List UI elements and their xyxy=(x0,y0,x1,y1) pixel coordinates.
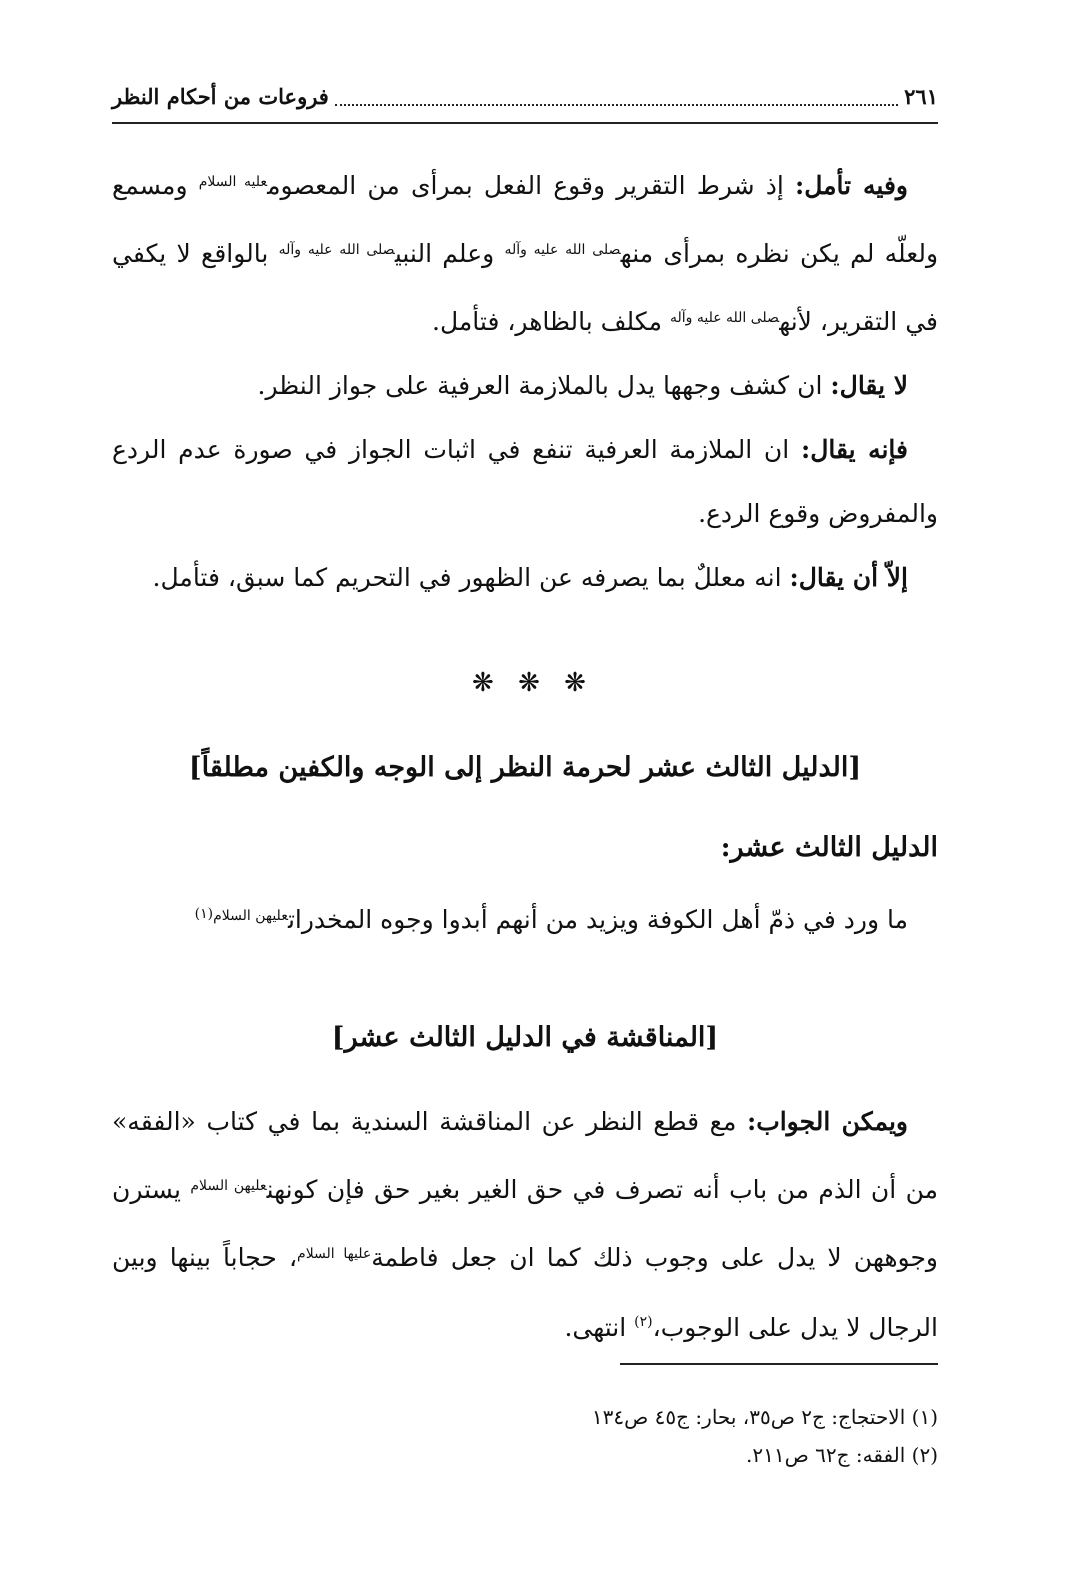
honorific-symbol: صلى الله عليه وآله xyxy=(504,242,621,258)
page-number: ٢٦١ xyxy=(904,84,938,109)
section-heading: [الدليل الثالث عشر لحرمة النظر إلى الوجه والكفين مطلقاً] xyxy=(188,752,862,783)
section-separator: ❋ ❋ ❋ xyxy=(472,668,594,698)
honorific-symbol: عليهن السلام xyxy=(190,1178,267,1194)
evidence-text: ما ورد في ذمّ أهل الكوفة ويزيد من أنهم أبدوا وجوه المخدرات$^{عليهن السلام(١)}$ xyxy=(194,905,908,934)
paragraph-lead: وفيه تأمل: xyxy=(794,171,908,200)
running-title: فروعات من أحكام النظر xyxy=(112,84,329,109)
page-header xyxy=(112,82,938,112)
honorific-symbol: عليهن السلام xyxy=(213,908,288,924)
footnote-ref: (١) xyxy=(194,906,214,922)
honorific-symbol: صلى الله عليه وآله xyxy=(669,310,780,326)
honorific-symbol: صلى الله عليه وآله xyxy=(278,242,395,258)
paragraph-exception: إلاّ أن يقال: انه معللٌ بما يصرفه عن الظهور في التحريم كما سبق، فتأمل. xyxy=(152,563,908,592)
footnote-ref: (٢) xyxy=(634,1314,653,1330)
honorific-symbol: عليها السلام xyxy=(297,1246,372,1262)
footnote-2: (٢) الفقه: ج٦٢ ص٢١١. xyxy=(746,1443,938,1467)
header-divider xyxy=(112,122,938,124)
paragraph-objection: لا يقال: ان كشف وجهها يدل بالملازمة العرفية على جواز النظر. xyxy=(257,371,908,400)
paragraph-lead: فإنه يقال: xyxy=(800,435,908,464)
paragraph-reflection: وفيه تأمل: إذ شرط التقرير وقوع الفعل بمرأى من المعصوم$^{عليه السلام}$ ومسمع ولعلّه لم يكن نظره بمرأى منه$^{صلى الله عليه وآله}$ وعلم النبي$^{صلى الله عليه وآله}$ بالواقع لا يكفي في التقرير، لأنه$^{صلى الله عليه وآله}$ مكلف بالظاهر، فتأمل. xyxy=(112,171,939,336)
main-text-top xyxy=(112,150,938,610)
discussion-heading: [المناقشة في الدليل الثالث عشر] xyxy=(331,1022,719,1053)
paragraph-lead: ويمكن الجواب: xyxy=(746,1107,908,1136)
honorific-symbol: عليه السلام xyxy=(198,174,268,190)
footnote-divider xyxy=(620,1363,938,1365)
evidence-subheading: الدليل الثالث عشر: xyxy=(720,832,938,863)
paragraph-lead: إلاّ أن يقال: xyxy=(789,563,908,592)
leader-dots xyxy=(335,88,898,106)
paragraph-lead: لا يقال: xyxy=(830,371,908,400)
footnote-1: (١) الاحتجاج: ج٢ ص٣٥، بحار: ج٤٥ ص١٣٤ xyxy=(591,1405,938,1429)
paragraph-reply: فإنه يقال: ان الملازمة العرفية تنفع في اثبات الجواز في صورة عدم الردع والمفروض وقوع الردع. xyxy=(112,435,938,528)
answer-text: ويمكن الجواب: مع قطع النظر عن المناقشة السندية بما في كتاب «الفقه» من أن الذم من باب أنه تصرف في حق الغير بغير حق فإن كونهن$^{عليهن السلام}$ يسترن وجوههن لا يدل على وجوب ذلك كما ان جعل فاطمة$^{عليها السلام}$، حجاباً بينها وبين الرجال لا يدل على الوجوب،$^{(٢)}$ انتهى. xyxy=(112,1107,939,1342)
footnotes xyxy=(112,1398,938,1474)
